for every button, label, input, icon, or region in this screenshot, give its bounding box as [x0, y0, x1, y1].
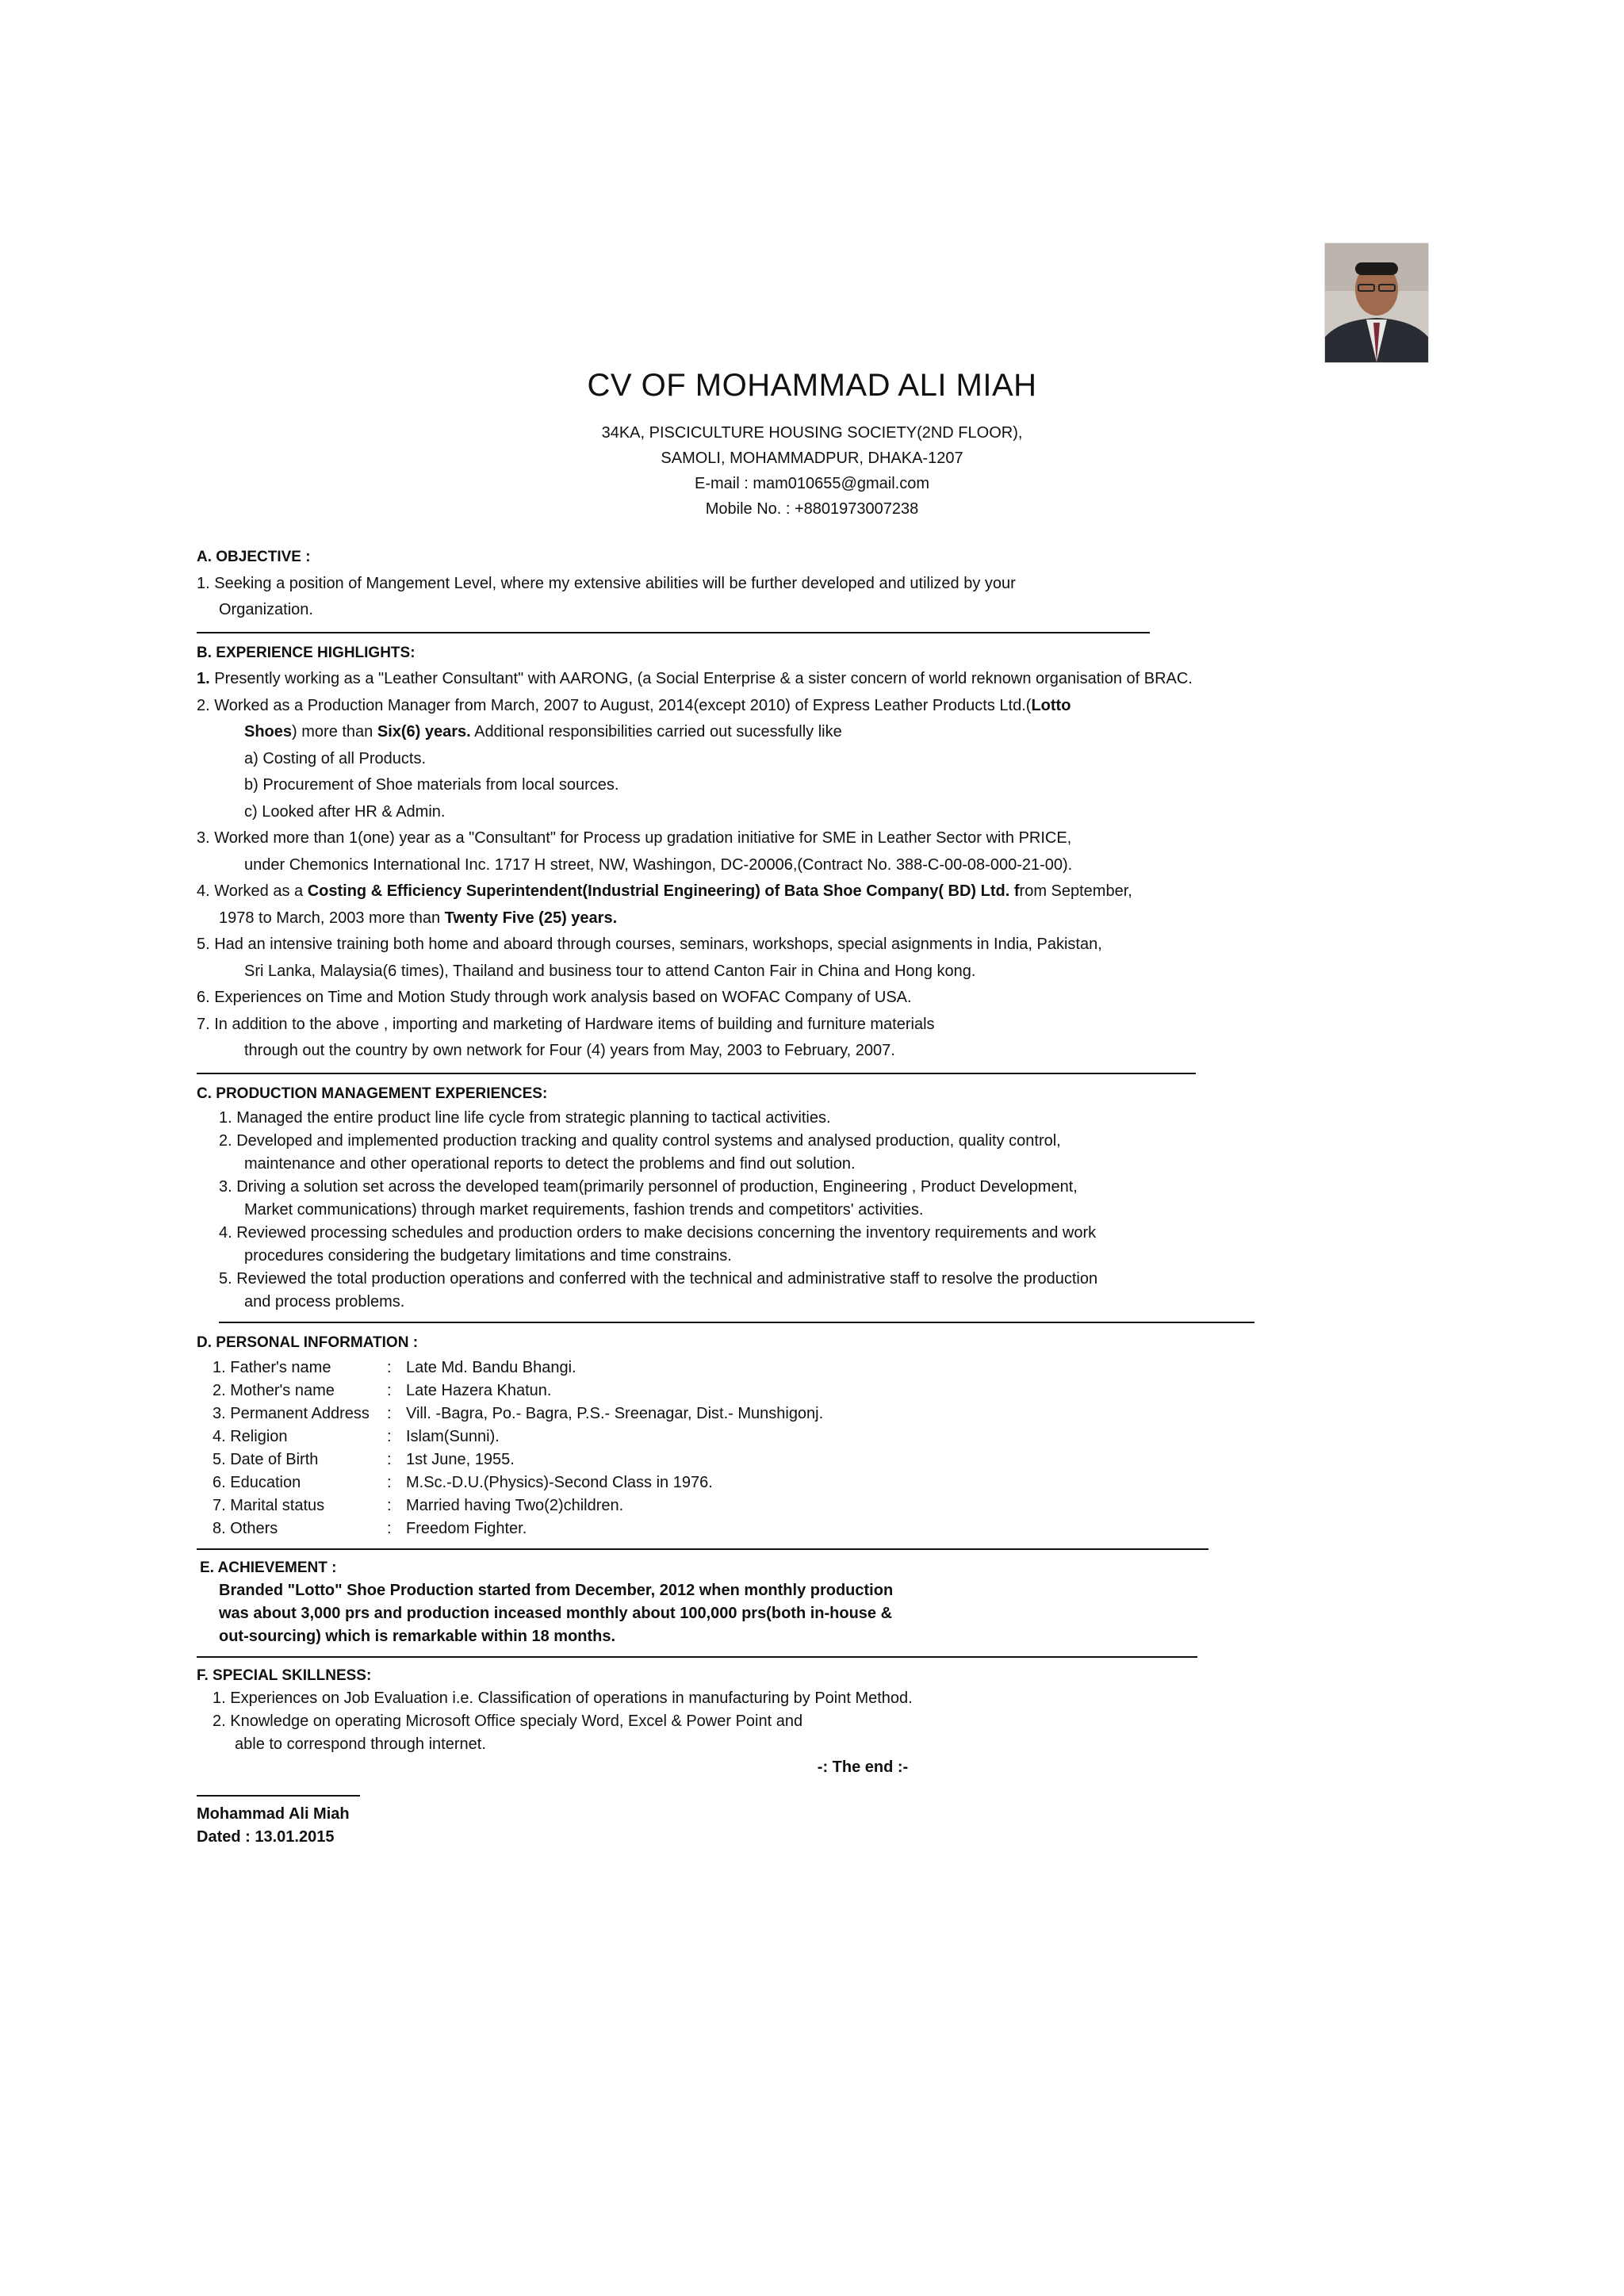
experience-item-1-text: Presently working as a "Leather Consultant" with AARONG, (a Social Enterprise & a sister concern of world reknown organisation of BRAC. — [209, 670, 1193, 687]
experience-item-6: 6. Experiences on Time and Motion Study through work analysis based on WOFAC Company of USA. — [197, 989, 912, 1006]
experience-item-2-more: ) more than — [292, 723, 377, 740]
experience-item-4-f: f — [1009, 882, 1020, 900]
production-item-1: 1. Managed the entire product line life cycle from strategic planning to tactical activities. — [219, 1109, 831, 1127]
experience-item-2-text: 2. Worked as a Production Manager from March, 2007 to August, 2014(except 2010) of Express Leather Products Ltd.( — [197, 696, 1032, 714]
experience-item-4-cont — [197, 905, 1323, 932]
experience-item-4-text: 4. Worked as a — [197, 882, 308, 900]
objective-heading: A. OBJECTIVE : — [197, 549, 311, 565]
cv-title: CV OF MOHAMMAD ALI MIAH — [587, 368, 1037, 403]
personal-info-value: 1st June, 1955. — [406, 1450, 515, 1468]
personal-info-label: 7. Marital status — [213, 1496, 325, 1514]
production-item-3: 3. Driving a solution set across the developed team(primarily personnel of production, Engineering , Product Development, — [219, 1178, 1078, 1196]
personal-info-value: Late Md. Bandu Bhangi. — [406, 1358, 576, 1376]
achievement-line-1: Branded "Lotto" Shoe Production started from December, 2012 when monthly production — [219, 1581, 894, 1599]
skills-heading: F. SPECIAL SKILLNESS: — [197, 1667, 372, 1684]
section-divider — [219, 1322, 1254, 1323]
achievement-line-2: was about 3,000 prs and production inceased monthly about 100,000 prs(both in-house & — [219, 1604, 893, 1622]
section-divider — [197, 632, 1150, 633]
signature-name: Mohammad Ali Miah — [197, 1804, 350, 1823]
objective-line-2: Organization. — [219, 601, 313, 618]
portrait-image — [1325, 243, 1428, 362]
experience-item-7: 7. In addition to the above , importing and marketing of Hardware items of building and furniture materials — [197, 1015, 935, 1033]
signature-line — [197, 1795, 360, 1797]
experience-item-2-brand-cont: Shoes — [244, 723, 293, 740]
skills-item-2-cont: able to correspond through internet. — [235, 1735, 486, 1753]
production-item-3-cont: Market communications) through market requirements, fashion trends and competitors' activities. — [244, 1201, 924, 1219]
profile-photo — [1324, 243, 1429, 363]
personal-info-value: M.Sc.-D.U.(Physics)-Second Class in 1976. — [406, 1473, 713, 1491]
experience-item-2-cont — [197, 719, 1323, 746]
experience-item-7-cont: through out the country by own network for Four (4) years from May, 2003 to February, 2007. — [244, 1042, 895, 1059]
end-marker: -: The end :- — [817, 1758, 909, 1776]
address-line-2: SAMOLI, MOHAMMADPUR, DHAKA-1207 — [661, 450, 963, 467]
personal-info-row — [197, 1494, 1323, 1517]
personal-info-colon: : — [387, 1358, 392, 1376]
section-divider — [197, 1656, 1197, 1658]
experience-sub-c: c) Looked after HR & Admin. — [244, 802, 446, 821]
personal-info-colon: : — [387, 1381, 392, 1399]
experience-item-2-additional: Additional responsibilities carried out sucessfully like — [470, 723, 842, 740]
experience-item-1 — [197, 666, 1323, 693]
experience-item-4-from: rom September, — [1019, 882, 1132, 900]
personal-info-value: Islam(Sunni). — [406, 1427, 500, 1445]
personal-info-row — [197, 1357, 1323, 1380]
production-heading: C. PRODUCTION MANAGEMENT EXPERIENCES: — [197, 1085, 548, 1102]
production-item-5: 5. Reviewed the total production operations and conferred with the technical and administrative staff to resolve the production — [219, 1270, 1098, 1288]
experience-item-3: 3. Worked more than 1(one) year as a "Consultant" for Process up gradation initiative for SME in Leather Sector with PRICE, — [197, 829, 1072, 847]
personal-info-label: 4. Religion — [213, 1427, 288, 1445]
personal-info-label: 5. Date of Birth — [213, 1450, 319, 1468]
experience-item-5: 5. Had an intensive training both home and aboard through courses, seminars, workshops, special asignments in India, Pakistan, — [197, 936, 1102, 953]
experience-item-4-period: 1978 to March, 2003 more than — [219, 909, 445, 927]
cv-body — [197, 544, 1323, 1849]
production-item-4: 4. Reviewed processing schedules and production orders to make decisions concerning the inventory requirements and work — [219, 1224, 1097, 1242]
personal-info-value: Married having Two(2)children. — [406, 1496, 624, 1514]
experience-heading: B. EXPERIENCE HIGHLIGHTS: — [197, 644, 416, 661]
personal-info-label: 6. Education — [213, 1473, 301, 1491]
personal-info-list — [197, 1357, 1323, 1540]
production-item-2: 2. Developed and implemented production tracking and quality control systems and analysed production, quality control, — [219, 1132, 1061, 1150]
personal-info-label: 2. Mother's name — [213, 1381, 335, 1399]
skills-item-1: 1. Experiences on Job Evaluation i.e. Classification of operations in manufacturing by Point Method. — [213, 1689, 913, 1707]
experience-sub-a: a) Costing of all Products. — [244, 749, 426, 767]
section-divider — [197, 1548, 1208, 1550]
production-item-2-cont: maintenance and other operational reports to detect the problems and find out solution. — [244, 1155, 856, 1173]
experience-item-1-number: 1. — [197, 670, 210, 687]
personal-info-label: 1. Father's name — [213, 1358, 331, 1376]
cv-header — [0, 366, 1624, 522]
experience-item-3-cont: under Chemonics International Inc. 1717 H street, NW, Washingon, DC-20006,(Contract No. 388-C-00-08-000-21-00). — [244, 855, 1073, 874]
personal-info-colon: : — [387, 1496, 392, 1514]
personal-info-label: 8. Others — [213, 1519, 278, 1537]
signature-date: Dated : 13.01.2015 — [197, 1827, 335, 1846]
mobile-line: Mobile No. : +8801973007238 — [705, 500, 919, 518]
personal-info-row — [197, 1380, 1323, 1402]
personal-info-label: 3. Permanent Address — [213, 1404, 370, 1422]
personal-info-colon: : — [387, 1519, 392, 1537]
personal-info-colon: : — [387, 1473, 392, 1491]
experience-item-2-brand: Lotto — [1031, 696, 1071, 714]
experience-item-5-cont: Sri Lanka, Malaysia(6 times), Thailand and business tour to attend Canton Fair in China and Hong kong. — [244, 962, 976, 980]
personal-info-row — [197, 1425, 1323, 1448]
personal-info-value: Vill. -Bagra, Po.- Bagra, P.S.- Sreenagar, Dist.- Munshigonj. — [406, 1404, 824, 1422]
production-item-5-cont: and process problems. — [244, 1293, 405, 1311]
section-divider — [197, 1073, 1196, 1074]
objective-line-1: 1. Seeking a position of Mangement Level, where my extensive abilities will be further developed and utilized by your — [197, 574, 1016, 592]
achievement-heading: E. ACHIEVEMENT : — [200, 1559, 337, 1576]
experience-item-2-years: Six(6) years. — [377, 723, 471, 740]
skills-item-2: 2. Knowledge on operating Microsoft Office specialy Word, Excel & Power Point and — [213, 1712, 803, 1730]
personal-info-value: Late Hazera Khatun. — [406, 1381, 552, 1399]
personal-info-row — [197, 1517, 1323, 1540]
personal-info-row — [197, 1402, 1323, 1425]
personal-info-row — [197, 1471, 1323, 1494]
email-line: E-mail : mam010655@gmail.com — [695, 475, 929, 492]
experience-item-4-years: Twenty Five (25) years. — [444, 909, 618, 927]
personal-info-colon: : — [387, 1427, 392, 1445]
experience-item-4 — [197, 878, 1323, 905]
production-item-4-cont: procedures considering the budgetary limitations and time constrains. — [244, 1247, 732, 1265]
experience-sub-b: b) Procurement of Shoe materials from local sources. — [244, 776, 619, 794]
personal-info-colon: : — [387, 1450, 392, 1468]
experience-item-2 — [197, 693, 1323, 720]
personal-info-colon: : — [387, 1404, 392, 1422]
achievement-line-3: out-sourcing) which is remarkable within 18 months. — [219, 1627, 616, 1645]
personal-heading: D. PERSONAL INFORMATION : — [197, 1334, 419, 1351]
address-line-1: 34KA, PISCICULTURE HOUSING SOCIETY(2ND FLOOR), — [601, 424, 1023, 442]
experience-item-4-position: Costing & Efficiency Superintendent(Industrial Engineering) of Bata Shoe Company( BD) Ltd. — [307, 882, 1010, 900]
personal-info-row — [197, 1448, 1323, 1471]
personal-info-value: Freedom Fighter. — [406, 1519, 527, 1537]
